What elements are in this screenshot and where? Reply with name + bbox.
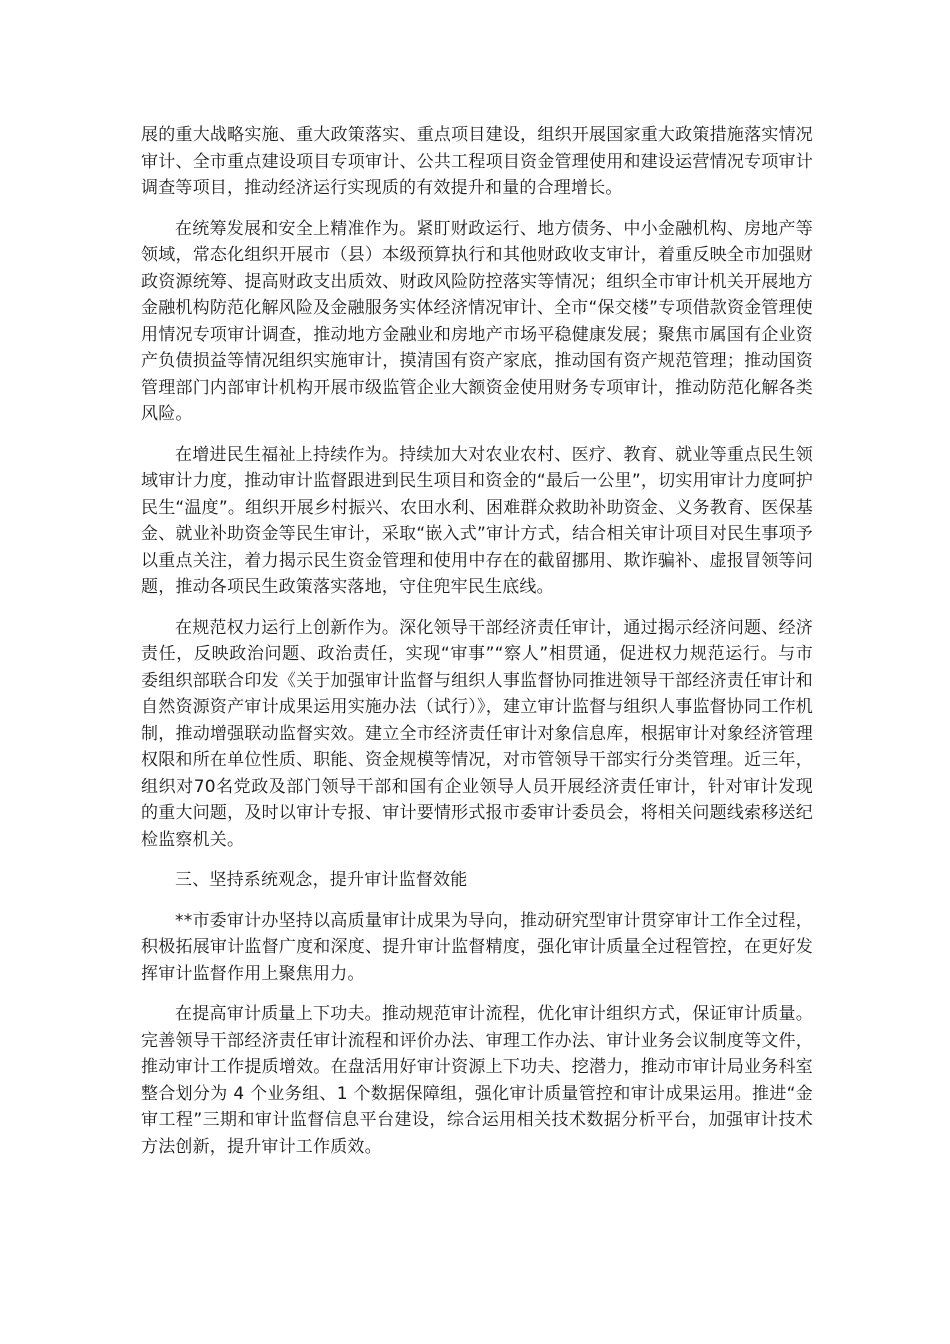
paragraph-development-security: 在统筹发展和安全上精准作为。紧盯财政运行、地方债务、中小金融机构、房地产等领域，常态化组织开展市（县）本级预算执行和其他财政收支审计，着重反映全市加强财政资源统筹、提高财政支出质效、财政风险防控落实等情况；组织全市审计机关开展地方金融机构防范化解风险及金融服务实体经济情况审计、全市“保交楼”专项借款资金管理使用情况专项审计调查，推动地方金融业和房地产市场平稳健康发展；聚焦市属国有企业资产负债损益等情况组织实施审计，摸清国有资产家底，推动国有资产规范管理；推动国资管理部门内部审计机构开展市级监管企业大额资金使用财务专项审计，推动防范化解各类风险。 <box>141 218 813 424</box>
section-heading-three: 三、坚持系统观念，提升审计监督效能 <box>175 870 468 890</box>
paragraph-major-strategy-continuation: 展的重大战略实施、重大政策落实、重点项目建设，组织开展国家重大政策措施落实情况审计、全市重点建设项目专项审计、公共工程项目资金管理使用和建设运营情况专项审计调查等项目，推动经济运行实现质的有效提升和量的合理增长。 <box>141 125 813 198</box>
paragraph-section-three-intro: **市委审计办坚持以高质量审计成果为导向，推动研究型审计贯穿审计工作全过程，积极拓展审计监督广度和深度、提升审计监督精度，强化审计质量全过程管控，在更好发挥审计监督作用上聚焦用力。 <box>141 910 813 984</box>
paragraph-audit-quality: 在提高审计质量上下功夫。推动规范审计流程，优化审计组织方式，保证审计质量。完善领导干部经济责任审计流程和评价办法、审理工作办法、审计业务会议制度等文件，推动审计工作提质增效。在盘活用好审计资源上下功夫、挖潜力，推动市审计局业务科室整合划分为 4 个业务组、1 个数据保障组，强化审计质量管控和审计成果运用。推进“金审工程”三期和审计监督信息平台建设，综合运用相关技术数据分析平台，加强审计技术方法创新，提升审计工作质效。 <box>141 1004 813 1157</box>
paragraph-livelihood-welfare: 在增进民生福祉上持续作为。持续加大对农业农村、医疗、教育、就业等重点民生领域审计力度，推动审计监督跟进到民生项目和资金的“最后一公里”，切实用审计力度呵护民生“温度”。组织开展乡村振兴、农田水利、困难群众救助补助资金、义务教育、医保基金、就业补助资金等民生审计，采取“嵌入式”审计方式，结合相关审计项目对民生事项予以重点关注，着力揭示民生资金管理和使用中存在的截留挪用、欺诈骗补、虚报冒领等问题，推动各项民生政策落实落地，守住兜牢民生底线。 <box>141 444 813 597</box>
paragraph-power-regulation: 在规范权力运行上创新作为。深化领导干部经济责任审计，通过揭示经济问题、经济责任，反映政治问题、政治责任，实现“审事”“察人”相贯通，促进权力规范运行。与市委组织部联合印发《关于加强审计监督与组织人事监督协同推进领导干部经济责任审计和自然资源资产审计成果运用实施办法（试行）》，建立审计监督与组织人事监督协同工作机制，推动增强联动监督实效。建立全市经济责任审计对象信息库，根据审计对象经济管理权限和所在单位性质、职能、资金规模等情况，对市管领导干部实行分类管理。近三年，组织对70名党政及部门领导干部和国有企业领导人员开展经济责任审计，针对审计发现的重大问题，及时以审计专报、审计要情形式报市委审计委员会，将相关问题线索移送纪检监察机关。 <box>141 617 813 850</box>
document-page <box>141 122 813 1174</box>
